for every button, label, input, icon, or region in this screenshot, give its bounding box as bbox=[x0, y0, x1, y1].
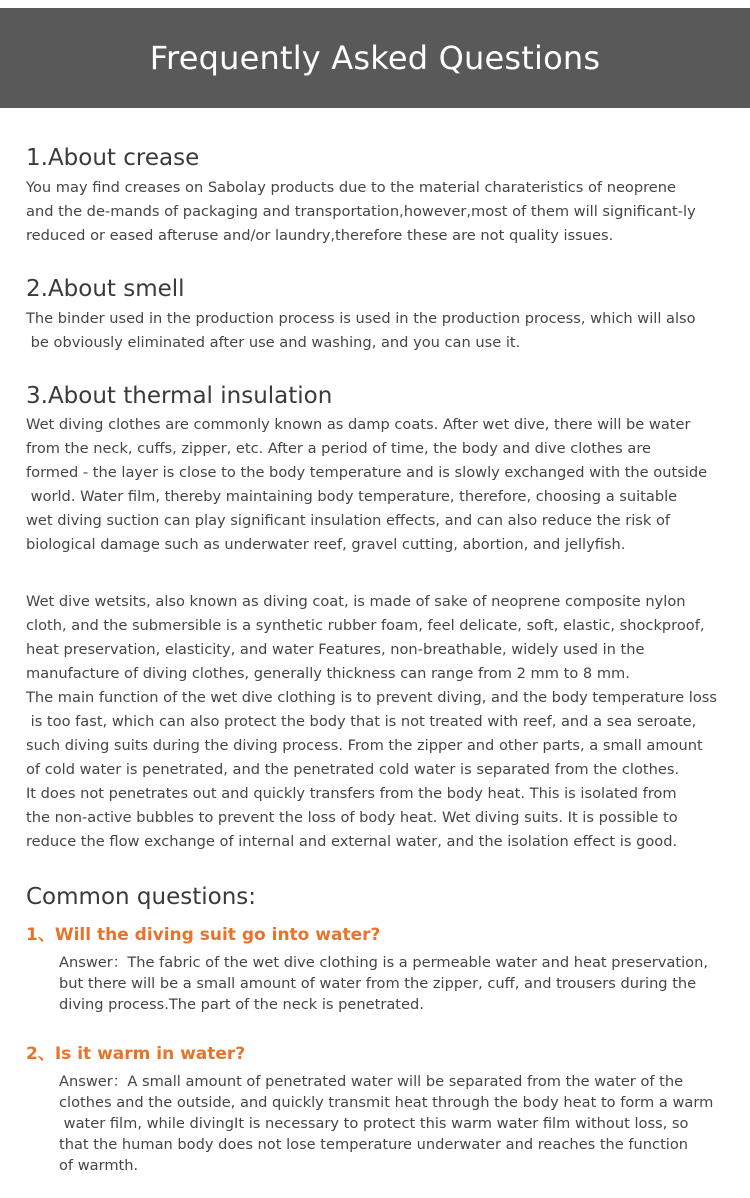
text-line: but there will be a small amount of water from the zipper, cuff, and trousers during the bbox=[59, 975, 697, 992]
section-about-crease bbox=[26, 143, 742, 248]
section-paragraph bbox=[26, 590, 742, 854]
text-line: such diving suits during the diving process. From the zipper and other parts, a small amount bbox=[26, 737, 703, 754]
text-line: and the de-mands of packaging and transportation,however,most of them will significant-ly bbox=[26, 203, 696, 220]
question-title: 2、Is it warm in water? bbox=[26, 1044, 246, 1064]
text-line: biological damage such as underwater reef, gravel cutting, abortion, and jellyfish. bbox=[26, 536, 626, 553]
text-line: clothes and the outside, and quickly transmit heat through the body heat to form a warm bbox=[59, 1094, 714, 1111]
section-heading: 1.About crease bbox=[26, 145, 200, 171]
text-line: manufacture of diving clothes, generally thickness can range from 2 mm to 8 mm. bbox=[26, 665, 630, 682]
text-line: of cold water is penetrated, and the penetrated cold water is separated from the clothes. bbox=[26, 761, 680, 778]
text-line: heat preservation, elasticity, and water Features, non-breathable, widely used in the bbox=[26, 641, 645, 658]
text-line: The binder used in the production process is used in the production process, which will also bbox=[26, 310, 696, 327]
text-line: Wet dive wetsits, also known as diving coat, is made of sake of neoprene composite nylon bbox=[26, 593, 686, 610]
text-line: water film, while divingIt is necessary to protect this warm water film without loss, so bbox=[59, 1115, 689, 1132]
text-line: the non-active bubbles to prevent the loss of body heat. Wet diving suits. It is possible to bbox=[26, 809, 678, 826]
text-line: is too fast, which can also protect the body that is not treated with reef, and a sea seroate, bbox=[26, 713, 697, 730]
text-line: be obviously eliminated after use and washing, and you can use it. bbox=[26, 334, 521, 351]
text-line: formed - the layer is close to the body temperature and is slowly exchanged with the outside bbox=[26, 464, 708, 481]
section-about-smell bbox=[26, 274, 742, 355]
section-about-thermal-insulation bbox=[26, 381, 742, 557]
common-questions-heading-wrap bbox=[26, 884, 742, 910]
question-2 bbox=[26, 1042, 742, 1066]
section-heading: 3.About thermal insulation bbox=[26, 383, 333, 409]
page-title: Frequently Asked Questions bbox=[149, 39, 601, 77]
text-line: You may find creases on Sabolay products due to the material charateristics of neoprene bbox=[26, 179, 677, 196]
text-line: that the human body does not lose temperature underwater and reaches the function bbox=[59, 1136, 689, 1153]
text-line: world. Water film, thereby maintaining body temperature, therefore, choosing a suitable bbox=[26, 488, 678, 505]
answer-1 bbox=[59, 952, 743, 1015]
text-line: Wet diving clothes are commonly known as damp coats. After wet dive, there will be water bbox=[26, 416, 691, 433]
page-header bbox=[0, 8, 750, 108]
section-heading: 2.About smell bbox=[26, 276, 185, 302]
text-line: reduce the flow exchange of internal and external water, and the isolation effect is good. bbox=[26, 833, 678, 850]
text-line: It does not penetrates out and quickly transfers from the body heat. This is isolated from bbox=[26, 785, 677, 802]
question-title: 1、Will the diving suit go into water? bbox=[26, 925, 381, 945]
text-line: cloth, and the submersible is a synthetic rubber foam, feel delicate, soft, elastic, shockproof, bbox=[26, 617, 705, 634]
question-1 bbox=[26, 923, 742, 947]
text-line: diving process.The part of the neck is penetrated. bbox=[59, 996, 424, 1013]
text-line: Answer：A small amount of penetrated water will be separated from the water of the bbox=[59, 1073, 684, 1090]
section-paragraph bbox=[26, 307, 742, 355]
section-paragraph bbox=[26, 176, 742, 248]
answer-2 bbox=[59, 1071, 743, 1176]
section-paragraph bbox=[26, 413, 742, 557]
text-line: reduced or eased afteruse and/or laundry,therefore these are not quality issues. bbox=[26, 227, 614, 244]
text-line: Answer：The fabric of the wet dive clothing is a permeable water and heat preservation, bbox=[59, 954, 708, 971]
text-line: from the neck, cuffs, zipper, etc. After a period of time, the body and dive clothes are bbox=[26, 440, 652, 457]
section-paragraph-wetsuits bbox=[26, 590, 742, 854]
text-line: of warmth. bbox=[59, 1157, 139, 1174]
text-line: wet diving suction can play significant insulation effects, and can also reduce the risk of bbox=[26, 512, 671, 529]
common-questions-heading: Common questions: bbox=[26, 884, 256, 910]
text-line: The main function of the wet dive clothing is to prevent diving, and the body temperature loss bbox=[26, 689, 717, 706]
